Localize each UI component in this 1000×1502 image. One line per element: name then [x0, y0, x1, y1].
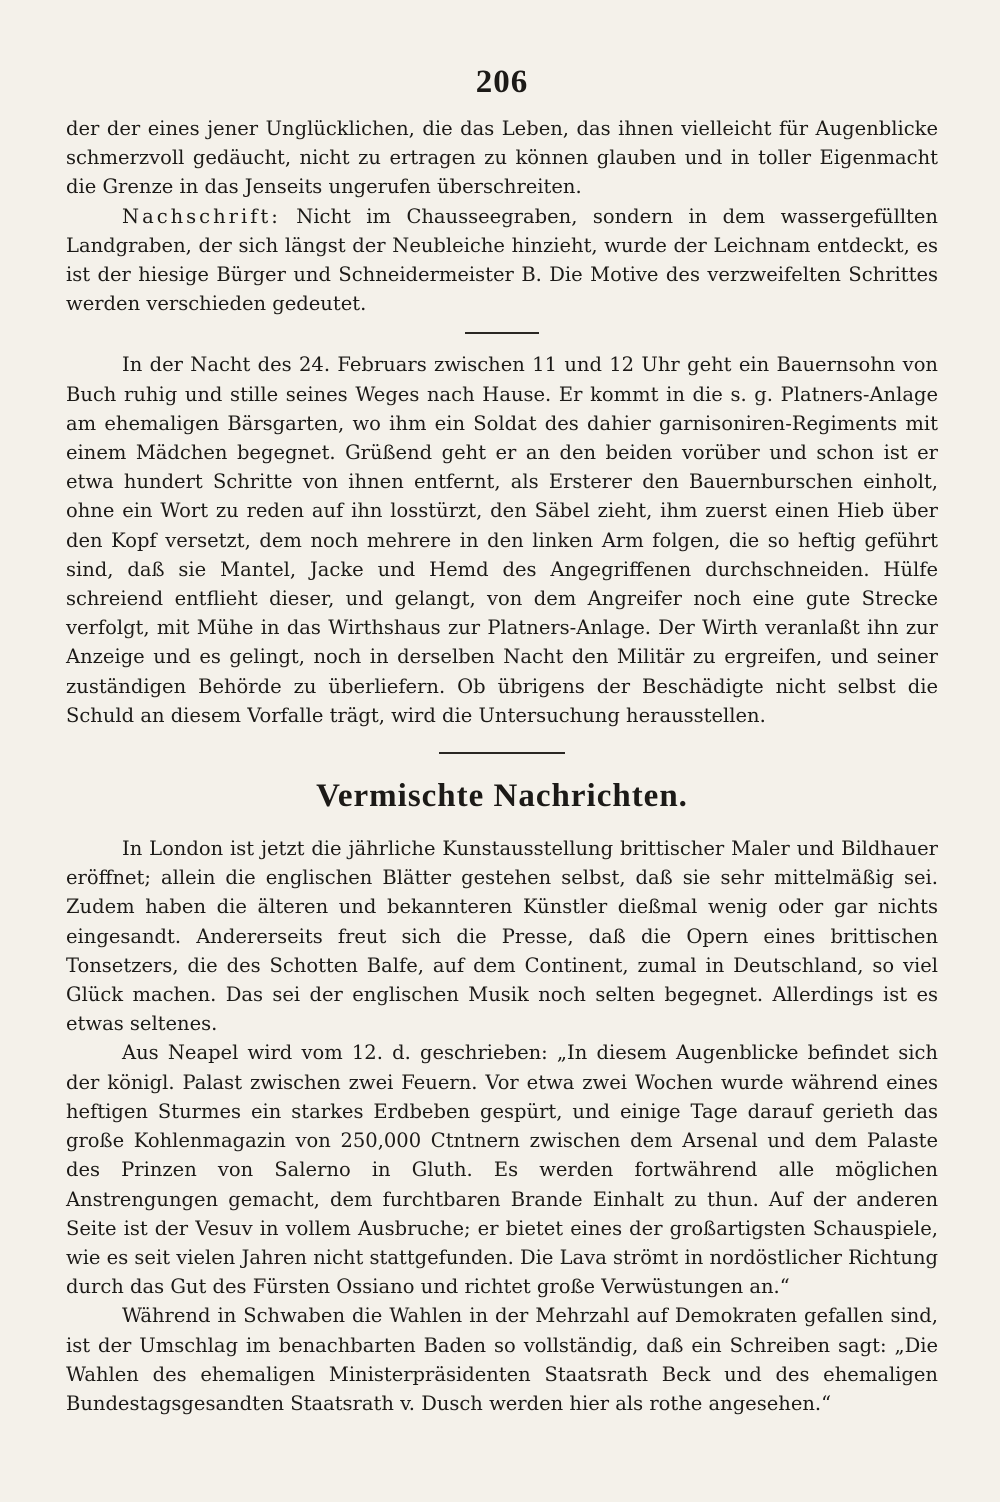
section-divider-rule	[439, 752, 565, 754]
news-section	[66, 834, 938, 1418]
postscript-paragraph	[66, 202, 938, 319]
incident-report	[66, 350, 938, 730]
postscript-label: Nachschrift:	[122, 204, 281, 228]
report-paragraph: In der Nacht des 24. Februars zwischen 11 und 12 Uhr geht ein Bauernsohn von Buch ruhig und stille seines Weges nach Hause. Er kommt in die s. g. Platners-Anlage am ehemaligen Bärsgarten, wo ihm ein Soldat des dahier garnisoniren-Regiments mit einem Mädchen begegnet. Grüßend geht er an den beiden vorüber und schon ist er etwa hundert Schritte von ihnen entfernt, als Ersterer den Bauernburschen einholt, ohne ein Wort zu reden auf ihn losstürzt, den Säbel zieht, ihm zuerst einen Hieb über den Kopf versetzt, dem noch mehrere in den linken Arm folgen, die so heftig geführt sind, daß sie Mantel, Jacke und Hemd des Angegriffenen durchschneiden. Hülfe schreiend entflieht dieser, und gelangt, von dem Angreifer noch eine gute Strecke verfolgt, mit Mühe in das Wirthshaus zur Platners-Anlage. Der Wirth veranlaßt ihn zur Anzeige und es gelingt, noch in derselben Nacht den Militär zu ergreifen, und seiner zuständigen Behörde zu überliefern. Ob übrigens der Beschädigte nicht selbst die Schuld an diesem Vorfalle trägt, wird die Untersuchung herausstellen.	[66, 353, 938, 727]
page-number: 206	[475, 64, 529, 100]
continuation-paragraph: der der eines jener Unglücklichen, die das Leben, das ihnen vielleicht für Augenblicke schmerzvoll gedäucht, nicht zu ertragen zu können glauben und in toller Eigenmacht die Grenze in das Jenseits ungerufen überschreiten.	[66, 117, 938, 199]
news-paragraph-london: In London ist jetzt die jährliche Kunstausstellung brittischer Maler und Bildhauer eröffnet; allein die englischen Blätter gestehen selbst, daß sie sehr mittelmäßig sei. Zudem haben die älteren und bekannteren Künstler dießmal wenig oder gar nichts eingesandt. Andererseits freut sich die Presse, daß die Opern eines brittischen Tonsetzers, die des Schotten Balfe, auf dem Continent, zumal in Deutschland, so viel Glück machen. Das sei der englischen Musik noch selten begegnet. Allerdings ist es etwas seltenes.	[66, 837, 938, 1036]
news-paragraph-elections: Während in Schwaben die Wahlen in der Mehrzahl auf Demokraten gefallen sind, ist der Umschlag im benachbarten Baden so vollständig, daß ein Schreiben sagt: „Die Wahlen des ehemaligen Ministerpräsidenten Staatsrath Beck und des ehemaligen Bundestagsgesandten Staatsrath v. Dusch werden hier als rothe angesehen.“	[66, 1304, 938, 1415]
news-paragraph-naples: Aus Neapel wird vom 12. d. geschrieben: „In diesem Augenblicke befindet sich der königl. Palast zwischen zwei Feuern. Vor etwa zwei Wochen wurde während eines heftigen Sturmes ein starkes Erdbeben gespürt, und einige Tage darauf gerieth das große Kohlenmagazin von 250,000 Ctntnern zwischen dem Arsenal und dem Palaste des Prinzen von Salerno in Gluth. Es werden fortwährend alle möglichen Anstrengungen gemacht, dem furchtbaren Brande Einhalt zu thun. Auf der anderen Seite ist der Vesuv in vollem Ausbruche; er bietet eines der großartigsten Schauspiele, wie es seit vielen Jahren nicht stattgefunden. Die Lava strömt in nordöstlicher Richtung durch das Gut des Fürsten Ossiano und richtet große Verwüstungen an.“	[66, 1041, 938, 1299]
postscript-text: Nicht im Chausseegraben, sondern in dem wassergefüllten Landgraben, der sich längst der Neubleiche hinzieht, wurde der Leichnam entdeckt, es ist der hiesige Bürger und Schneidermeister B. Die Motive des verzweifelten Schrittes werden verschieden gedeutet.	[66, 204, 938, 316]
top-article	[66, 114, 938, 318]
section-title: Vermischte Nachrichten.	[316, 778, 688, 815]
short-divider-rule	[465, 332, 539, 334]
